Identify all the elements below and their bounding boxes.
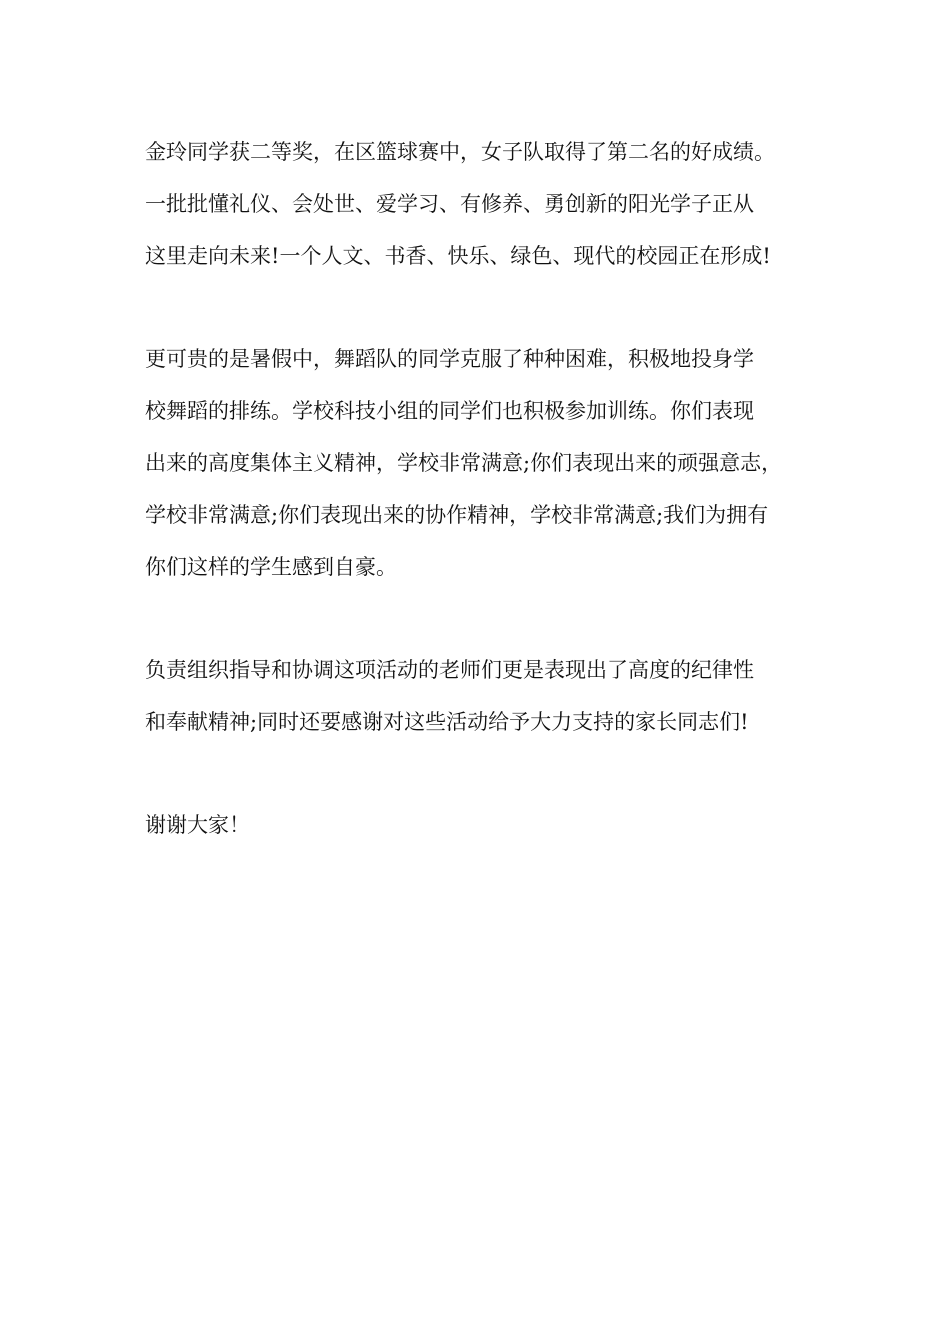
paragraph-awards: [145, 133, 835, 275]
paragraph-spacer: [145, 600, 835, 651]
paragraph-spacer: [145, 755, 835, 806]
paragraph-spacer: [145, 289, 835, 340]
paragraph-line: 出来的高度集体主义精神，学校非常满意;你们表现出来的顽强意志，: [145, 451, 783, 475]
paragraph-line: 这里走向未来!一个人文、书香、快乐、绿色、现代的校园正在形成!: [145, 244, 771, 268]
paragraph-line: 你们这样的学生感到自豪。: [145, 555, 397, 579]
paragraph-thanks-teachers: [145, 651, 835, 741]
paragraph-line: 更可贵的是暑假中，舞蹈队的同学克服了种种困难，积极地投身学: [145, 347, 754, 371]
document-body: [145, 133, 835, 858]
paragraph-line: 一批批懂礼仪、会处世、爱学习、有修养、勇创新的阳光学子正从: [145, 192, 754, 216]
closing-line: 谢谢大家！: [145, 813, 250, 837]
paragraph-summer-activities: [145, 340, 835, 586]
paragraph-closing: [145, 806, 835, 844]
paragraph-line: 和奉献精神;同时还要感谢对这些活动给予大力支持的家长同志们!: [145, 710, 749, 734]
paragraph-line: 负责组织指导和协调这项活动的老师们更是表现出了高度的纪律性: [145, 658, 754, 682]
paragraph-line: 金玲同学获二等奖，在区篮球赛中，女子队取得了第二名的好成绩。: [145, 140, 775, 164]
paragraph-line: 学校非常满意;你们表现出来的协作精神，学校非常满意;我们为拥有: [145, 503, 769, 527]
paragraph-line: 校舞蹈的排练。学校科技小组的同学们也积极参加训练。你们表现: [145, 399, 754, 423]
